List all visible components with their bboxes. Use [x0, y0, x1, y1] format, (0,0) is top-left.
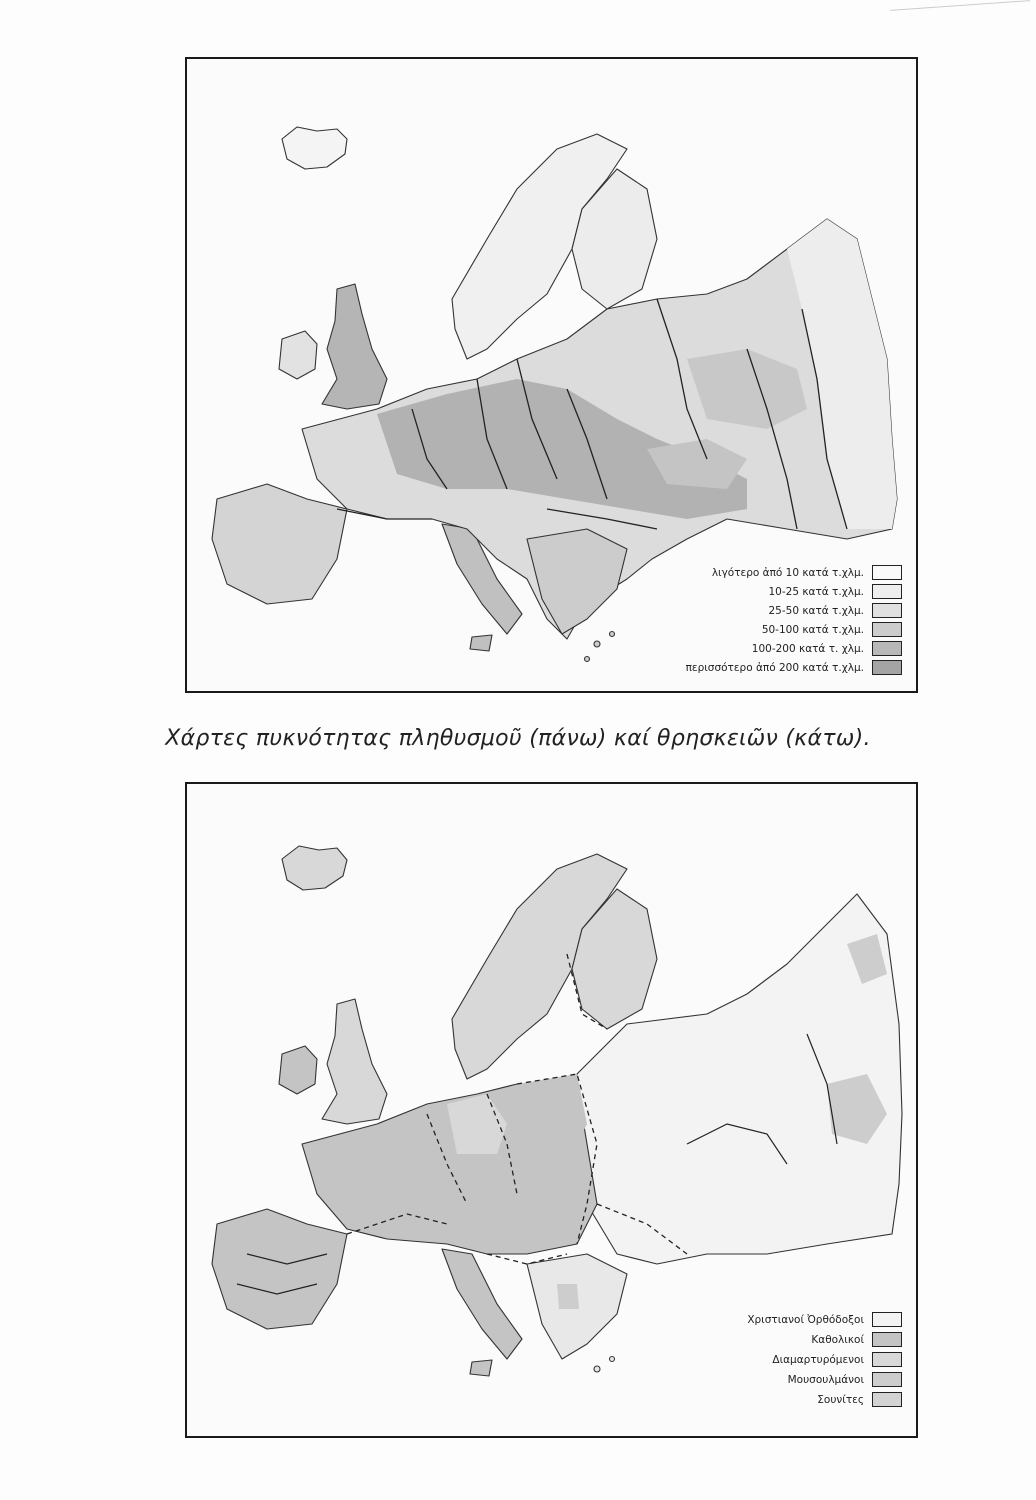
sicily — [470, 1360, 492, 1376]
legend-swatch — [872, 1372, 902, 1387]
religions-map — [185, 782, 918, 1438]
legend-label: 10-25 κατά τ.χλμ. — [768, 585, 864, 598]
stray-line — [890, 0, 1030, 11]
religion-legend — [642, 1311, 902, 1413]
legend-row — [817, 1391, 902, 1408]
legend-row — [752, 640, 902, 657]
legend-row — [811, 1331, 902, 1348]
muslim-region — [557, 1284, 579, 1309]
iceland — [282, 846, 347, 890]
legend-swatch — [872, 565, 902, 580]
legend-label: 50-100 κατά τ.χλμ. — [761, 623, 864, 636]
legend-label: 100-200 κατά τ. χλμ. — [751, 642, 864, 655]
legend-swatch — [872, 584, 902, 599]
legend-row — [769, 583, 903, 600]
legend-row — [762, 621, 902, 638]
legend-swatch — [872, 1352, 902, 1367]
great-britain — [322, 999, 387, 1124]
legend-label: περισσότερο ἀπό 200 κατά τ.χλμ. — [685, 661, 864, 674]
population-density-map — [185, 57, 918, 693]
aegean-island — [610, 1357, 615, 1362]
legend-label: Διαμαρτυρόμενοι — [772, 1353, 864, 1366]
iberia — [212, 1209, 347, 1329]
legend-label: Σουνίτες — [817, 1393, 864, 1406]
legend-row — [772, 1351, 902, 1368]
aegean-island — [594, 1366, 600, 1372]
legend-label: 25-50 κατά τ.χλμ. — [768, 604, 864, 617]
legend-row — [712, 564, 902, 581]
legend-label: λιγότερο ἀπό 10 κατά τ.χλμ. — [711, 566, 864, 579]
legend-swatch — [872, 660, 902, 675]
population-legend — [582, 564, 902, 684]
ireland — [279, 331, 317, 379]
legend-swatch — [872, 1392, 902, 1407]
iberia — [212, 484, 347, 604]
legend-row — [769, 602, 903, 619]
legend-swatch — [872, 641, 902, 656]
legend-label: Χριστιανοί Ὀρθόδοξοι — [747, 1313, 864, 1326]
legend-swatch — [872, 603, 902, 618]
great-britain — [322, 284, 387, 409]
legend-swatch — [872, 1332, 902, 1347]
legend-row — [686, 659, 902, 676]
legend-label: Μουσουλμάνοι — [787, 1373, 864, 1386]
legend-row — [747, 1311, 902, 1328]
legend-label: Καθολικοί — [811, 1333, 864, 1346]
legend-swatch — [872, 622, 902, 637]
italy — [442, 1249, 522, 1359]
legend-swatch — [872, 1312, 902, 1327]
legend-row — [788, 1371, 902, 1388]
sicily — [470, 635, 492, 651]
figure-caption: Χάρτες πυκνότητας πληθυσμοῦ (πάνω) καί θρησκειῶν (κάτω). — [165, 726, 871, 751]
ireland — [279, 1046, 317, 1094]
iceland — [282, 127, 347, 169]
